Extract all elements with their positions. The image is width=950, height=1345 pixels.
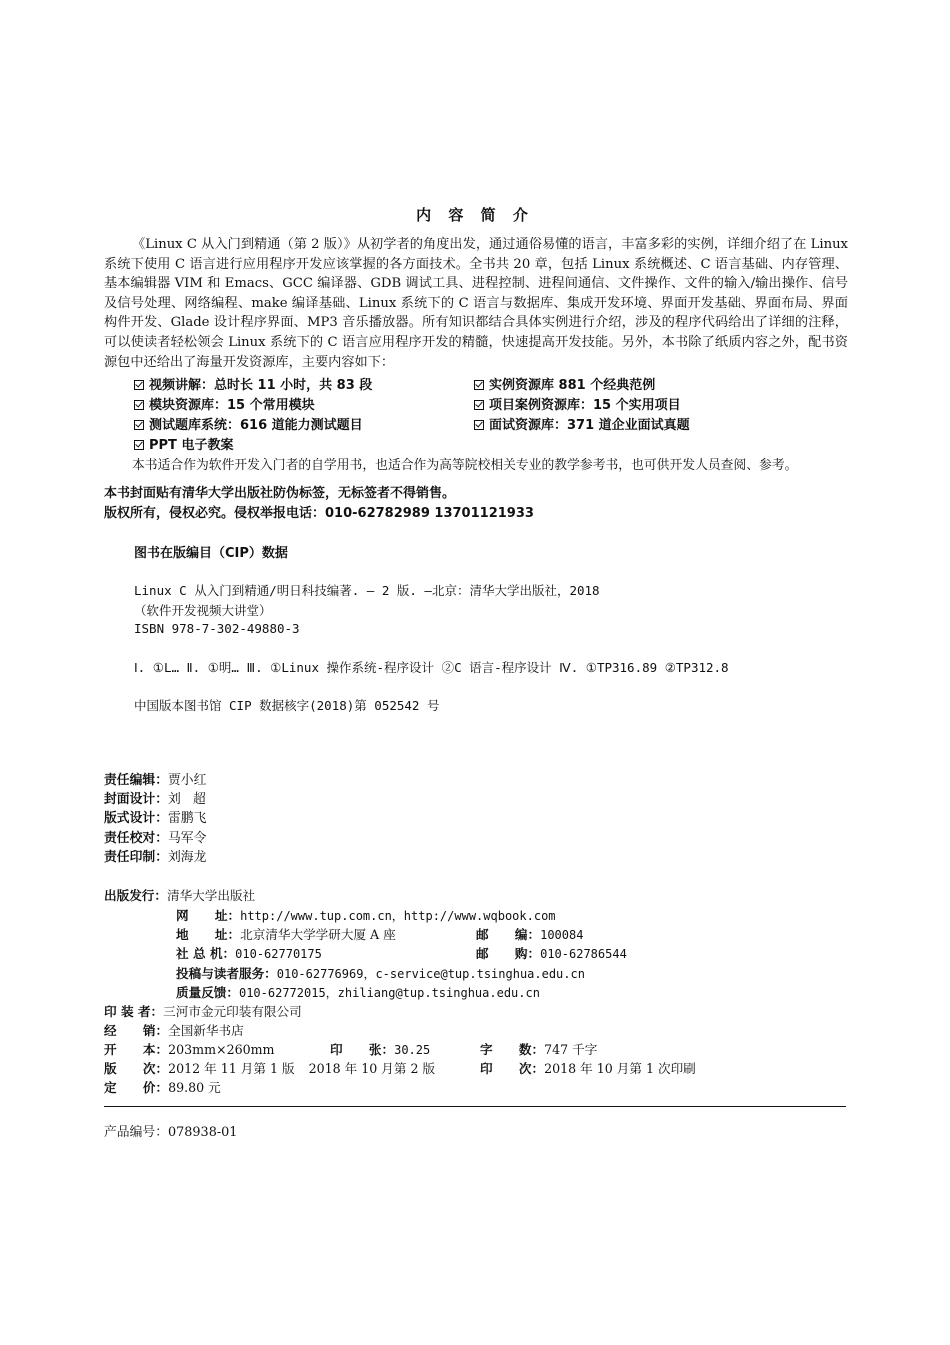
feature-item: 模块资源库：15 个常用模块 xyxy=(134,396,315,416)
divider xyxy=(104,1106,846,1107)
mail-order-row: 邮 购：010-62786544 xyxy=(476,946,627,961)
word-count-row: 字 数：747 千字 xyxy=(480,1042,598,1057)
feature-item: 视频讲解：总时长 11 小时，共 83 段 xyxy=(134,376,372,396)
checkbox-icon xyxy=(134,440,144,450)
sheets-row: 印 张：30.25 xyxy=(330,1042,431,1057)
edition-row: 版 次：2012 年 11 月第 1 版 2018 年 10 月第 2 版 xyxy=(104,1061,436,1076)
price-row: 定 价：89.80 元 xyxy=(104,1080,221,1095)
printing-row: 印 次：2018 年 10 月第 1 次印刷 xyxy=(480,1061,696,1076)
staff-row: 版式设计：雷鹏飞 xyxy=(104,811,207,827)
checkbox-icon xyxy=(134,380,144,390)
address-row: 地 址：北京清华大学学研大厦 A 座 xyxy=(176,927,396,942)
reader-service-row: 投稿与读者服务：010-62776969，c-service@tup.tsinghua.edu.cn xyxy=(176,966,585,981)
staff-row: 责任编辑：贾小红 xyxy=(104,773,207,788)
anti-counterfeit-notice: 本书封面贴有清华大学出版社防伪标签，无标签者不得销售。 xyxy=(104,486,456,501)
format-row: 开 本：203mm×260mm xyxy=(104,1042,275,1057)
product-code: 产品编号：078938-01 xyxy=(104,1125,238,1140)
feature-item: 面试资源库：371 道企业面试真题 xyxy=(474,416,690,436)
cip-line: （软件开发视频大讲堂） xyxy=(134,603,272,618)
feature-item: 项目案例资源库：15 个实用项目 xyxy=(474,396,681,416)
cip-classification: Ⅰ. ①L… Ⅱ. ①明… Ⅲ. ①Linux 操作系统-程序设计 ②C 语言-程序设计 Ⅳ. ①TP316.89 ②TP312.8 xyxy=(134,660,729,675)
staff-list xyxy=(104,771,206,867)
cip-isbn: ISBN 978-7-302-49880-3 xyxy=(134,621,300,636)
cip-line: Linux C 从入门到精通/明日科技编著. — 2 版. —北京：清华大学出版社，2018 xyxy=(134,583,600,598)
audience-paragraph: 本书适合作为软件开发入门者的自学用书，也适合作为高等院校相关专业的教学参考书，也可供开发人员查阅、参考。 xyxy=(132,458,798,473)
copyright-notice: 版权所有，侵权必究。侵权举报电话：010-62782989 13701121933 xyxy=(104,506,534,521)
zip-row: 邮 编：100084 xyxy=(476,927,584,942)
checkbox-icon xyxy=(474,420,484,430)
checkbox-icon xyxy=(134,420,144,430)
staff-row: 责任印制：刘海龙 xyxy=(104,849,207,865)
quality-feedback-row: 质量反馈：010-62772015，zhiliang@tup.tsinghua.edu.cn xyxy=(176,985,540,1000)
phone-row: 社 总 机：010-62770175 xyxy=(176,946,322,961)
printer-row: 印 装 者：三河市金元印装有限公司 xyxy=(104,1004,302,1019)
intro-text: 《Linux C 从入门到精通（第 2 版）》从初学者的角度出发，通过通俗易懂的语言，丰富多彩的实例，详细介绍了在 Linux 系统下使用 C 语言进行应用程序开发应该掌握的各方面技术。全书共 20 章，包括 Linux 系统概述、C 语言基础、内存管理、基本编辑器 VIM 和 Emacs、GCC 编译器、GDB 调试工具、进程控制、进程间通信、文件操作、文件的输入/输出操作、信号及信号处理、网络编程、make 编译基础、Linux 系统下的 C 语言与数据库、集成开发环境、界面开发基础、界面布局、界面构件开发、Glade 设计程序界面、MP3 音乐播放器。所有知识都结合具体实例进行介绍，涉及的程序代码给出了详细的注释，可以使读者轻松领会 Linux 系统下的 C 语言应用程序开发的精髓，快速提高开发技能。另外，本书除了纸质内容之外，配书资源包中还给出了海量开发资源库，主要内容如下： xyxy=(104,237,848,370)
cip-record-number: 中国版本图书馆 CIP 数据核字(2018)第 052542 号 xyxy=(134,698,440,713)
checkbox-icon xyxy=(474,380,484,390)
staff-row: 封面设计：刘 超 xyxy=(104,792,206,808)
intro-paragraph xyxy=(104,235,848,372)
section-title: 内 容 简 介 xyxy=(416,206,534,224)
feature-item: 测试题库系统：616 道能力测试题目 xyxy=(134,416,363,436)
checkbox-icon xyxy=(134,400,144,410)
distributor-row: 经 销：全国新华书店 xyxy=(104,1023,244,1038)
checkbox-icon xyxy=(474,400,484,410)
cip-heading: 图书在版编目（CIP）数据 xyxy=(134,546,288,561)
staff-row: 责任校对：马军令 xyxy=(104,830,207,846)
publisher-row: 出版发行：清华大学出版社 xyxy=(104,888,256,903)
feature-item: PPT 电子教案 xyxy=(134,436,233,456)
feature-item: 实例资源库 881 个经典范例 xyxy=(474,376,655,396)
website-row: 网 址：http://www.tup.com.cn，http://www.wqbook.com xyxy=(176,908,556,923)
